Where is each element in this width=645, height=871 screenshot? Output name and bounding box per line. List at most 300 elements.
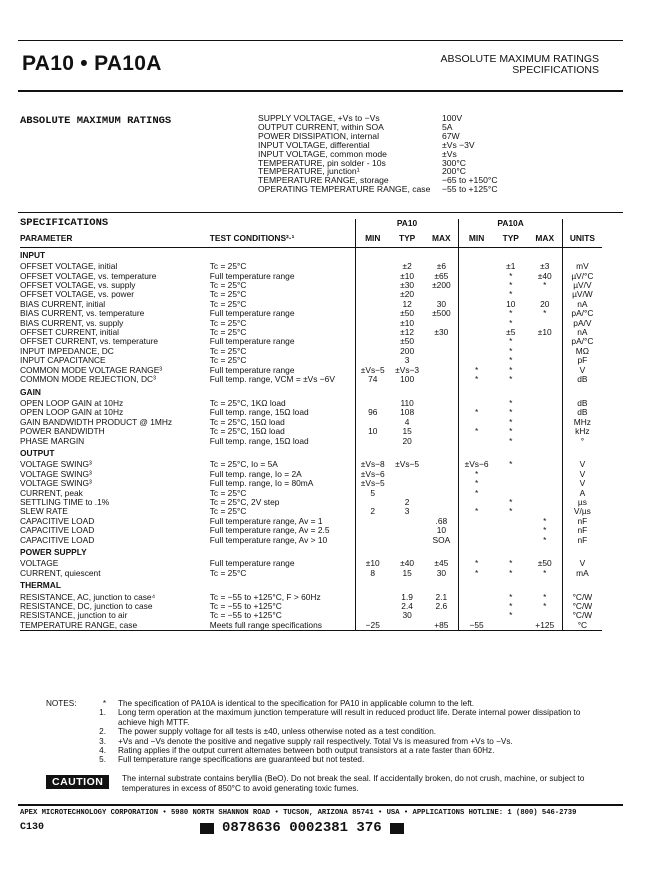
table-cell: Full temp. range, 15Ω load [209,435,309,446]
spec-table [20,219,602,631]
table-cell: 2.4 [401,601,413,612]
table-cell [528,347,563,356]
table-cell: BIAS CURRENT, initial [20,298,106,309]
notes-label: NOTES: [46,699,77,708]
table-cell: Full temperature range [209,364,295,375]
table-cell: 8 [355,569,390,578]
section-title: POWER SUPPLY [20,547,87,557]
table-cell: BIAS CURRENT, vs. supply [20,317,124,328]
table-cell: 108 [400,407,415,418]
table-cell: ±50 [528,559,563,568]
table-cell: .68 [424,517,459,526]
table-cell: CAPACITIVE LOAD [20,515,95,526]
table-row [20,347,602,356]
notes-label [46,737,88,746]
table-cell: BIAS CURRENT, vs. temperature [20,308,145,319]
abs-max-value: ±Vs −3V [442,139,475,150]
note-text: Long term operation at the maximum junction temperature will result in reduced product life. Derate internal power dissipation to achieve high MTTF. [118,708,581,727]
top-rule [18,40,623,41]
header-right-line1: ABSOLUTE MAXIMUM RATINGS [440,53,599,65]
table-cell: * [474,478,479,489]
table-cell: 74 [355,375,390,384]
table-cell: V [579,364,586,375]
table-cell: CURRENT, peak [20,487,83,498]
table-cell: Full temperature range, Av = 1 [209,515,323,526]
table-cell: °C/W [572,610,593,621]
table-cell: ±5 [506,327,516,338]
column-header: PARAMETER [20,234,210,247]
caution-text: The internal substrate contains beryllia (BeO). Do not break the seal. If accidentally broken, do not crush, machine, or subject to temperatures in excess of 850°C to avoid generating toxic fumes. [122,774,585,793]
table-cell [355,272,390,281]
table-cell: OFFSET CURRENT, vs. temperature [20,336,159,347]
table-cell [494,479,528,488]
section-cell [562,578,602,592]
abs-max-param: TEMPERATURE, pin solder - 10s [258,157,386,168]
table-cell: COMMON MODE REJECTION, DC³ [20,374,156,385]
table-cell [459,319,494,328]
table-cell: 10 [424,526,459,535]
table-cell [424,418,459,427]
table-cell: * [474,567,479,578]
section-row [20,545,602,559]
abs-max-param: POWER DISSIPATION, internal [258,130,379,141]
spec-heading: SPECIFICATIONS [20,217,109,229]
section-title: OUTPUT [20,447,55,458]
table-cell: Full temp. range, Io = 2A [209,468,302,479]
table-cell: Full temperature range, Av > 10 [209,534,328,545]
table-cell: 2.1 [424,593,459,602]
table-cell [459,337,494,346]
table-cell [528,498,563,507]
table-cell: * [509,336,513,347]
table-cell: Tc = −55 to +125°C [209,610,282,621]
table-cell: ±20 [400,289,415,300]
table-cell: ±200 [424,281,459,290]
table-cell [355,337,390,346]
table-cell [390,517,424,526]
table-cell: ±Vs−8 [355,460,390,469]
table-cell: CAPACITIVE LOAD [20,534,95,545]
table-cell: SOA [424,536,459,545]
table-cell: * [509,459,513,470]
table-cell: * [509,601,513,612]
table-cell: µV/V [573,280,592,291]
table-cell: * [509,416,513,427]
table-cell [459,272,494,281]
table-cell: ±10 [355,559,390,568]
table-cell: * [509,280,513,291]
table-cell: 2 [404,496,410,507]
table-cell: pA/°C [571,336,594,347]
table-cell: 3 [404,355,410,366]
table-cell: Tc = 25°C, 1KΩ load [209,397,286,408]
abs-max-list [258,114,498,194]
table-cell [424,460,459,469]
column-header: MAX [424,234,459,247]
table-cell [459,300,494,309]
table-cell [424,470,459,479]
section-cell [355,446,390,460]
note-text: Rating applies if the output current alternates between both output transistors at a rate faster than 60Hz. [118,746,495,756]
note-text: +Vs and −Vs denote the positive and negative supply rail respectively. Total Vs is measured from +Vs to −Vs. [118,736,513,746]
table-cell: ±45 [424,559,459,568]
table-cell: mV [576,261,589,272]
table-cell: Tc = 25°C, 2V step [209,496,280,507]
table-cell: 4 [404,416,410,427]
table-cell: nF [577,525,588,536]
table-cell: Tc = 25°C [209,345,247,356]
table-cell: * [474,506,479,517]
table-cell [494,470,528,479]
table-cell [355,526,390,535]
table-cell: nF [577,515,588,526]
header-right-line2: SPECIFICATIONS [512,64,599,76]
table-cell: ±3 [528,262,563,271]
section-title: THERMAL [20,580,61,591]
table-cell [355,319,390,328]
section-cell [528,446,563,460]
table-cell [528,399,563,408]
section-cell [528,247,563,262]
table-row [20,536,602,545]
abs-max-param: OUTPUT CURRENT, within SOA [258,121,384,132]
table-cell [355,328,390,337]
table-cell: ±40 [528,272,563,281]
table-cell: * [509,308,513,319]
table-cell: * [509,610,513,621]
table-row [20,621,602,631]
table-cell [528,408,563,417]
table-cell: ±10 [400,317,415,328]
table-cell: −25 [355,621,390,631]
table-cell [424,347,459,356]
table-cell: ±30 [424,328,459,337]
table-cell [494,621,528,631]
table-cell: CAPACITIVE LOAD [20,525,95,536]
barcode-block-right [390,823,404,834]
table-cell [459,347,494,356]
table-cell: * [509,567,513,578]
table-cell: ±Vs−6 [355,470,390,479]
table-cell: OPEN LOOP GAIN at 10Hz [20,407,124,418]
table-cell: Tc = 25°C [209,327,247,338]
table-cell: dB [577,407,588,418]
notes [46,699,606,765]
section-cell [390,446,424,460]
column-header: TYP [390,234,424,247]
table-cell [390,470,424,479]
table-cell: VOLTAGE [20,558,59,569]
table-cell: * [474,374,479,385]
section-cell [390,247,424,262]
column-header: MIN [459,234,494,247]
section-cell [355,578,390,592]
table-cell: Tc = 25°C [209,261,247,272]
table-cell [459,437,494,446]
table-cell [528,375,563,384]
table-cell: * [474,407,479,418]
table-cell [390,526,424,535]
table-cell [494,536,528,545]
table-cell [494,526,528,535]
table-cell: MΩ [575,345,590,356]
note-row [46,727,606,736]
table-row [20,437,602,446]
table-cell: ±Vs−5 [355,479,390,488]
table-cell [528,418,563,427]
table-cell [355,347,390,356]
table-cell [459,536,494,545]
table-cell [459,593,494,602]
table-cell [424,399,459,408]
section-cell [424,247,459,262]
table-cell: Tc = 25°C [209,355,247,366]
column-header: UNITS [562,234,602,247]
table-cell: pA/V [573,317,592,328]
abs-max-heading: ABSOLUTE MAXIMUM RATINGS [20,115,172,127]
table-cell: 15 [402,426,412,437]
footer-company: APEX MICROTECHNOLOGY CORPORATION • 5980 NORTH SHANNON ROAD • TUCSON, ARIZONA 85741 • USA • APPLICATIONS HOTLINE: 1 (800) 546-2739 [20,809,577,817]
table-cell: mA [576,567,589,578]
table-cell: Tc = −55 to +125°C, F > 60Hz [209,591,321,602]
table-cell: 30 [424,300,459,309]
table-cell: ±65 [424,272,459,281]
table-cell: * [509,317,513,328]
abs-max-value: ±Vs [442,148,457,159]
note-mark: 2. [99,727,106,737]
table-cell: Tc = 25°C, Io = 5A [209,459,278,470]
table-cell: nA [577,298,588,309]
table-cell: * [474,487,479,498]
table-cell [355,602,390,611]
section-cell [459,446,494,460]
table-cell: 20 [528,300,563,309]
table-cell: RESISTANCE, DC, junction to case [20,601,153,612]
table-cell: * [509,289,513,300]
table-cell: V [579,558,586,569]
table-cell: * [509,407,513,418]
table-cell: ±30 [400,280,415,291]
table-cell: Tc = 25°C [209,317,247,328]
table-cell: POWER BANDWIDTH [20,426,105,437]
table-cell: 10 [506,298,516,309]
abs-max-value: 200°C [442,166,466,177]
table-cell [459,328,494,337]
table-cell: °C/W [572,601,593,612]
table-cell: * [509,374,513,385]
table-cell: VOLTAGE SWING³ [20,478,92,489]
table-cell: ±10 [528,328,563,337]
table-cell: Full temp. range, 15Ω load [209,407,309,418]
table-cell: ±Vs−3 [395,364,420,375]
table-cell [355,300,390,309]
table-cell [424,437,459,446]
table-cell: * [509,558,513,569]
notes-label [46,746,88,755]
section-cell [390,578,424,592]
table-cell: CURRENT, quiescent [20,567,101,578]
table-cell: ° [580,435,585,446]
notes-label [46,727,88,736]
table-cell: Full temperature range [209,558,295,569]
table-cell: +125 [528,621,563,631]
table-cell: µs [577,496,587,507]
section-cell [424,578,459,592]
note-mark: 3. [99,736,106,746]
column-header-row [20,234,602,247]
table-cell: Tc = 25°C, 15Ω load [209,426,285,437]
table-cell: OFFSET VOLTAGE, initial [20,261,118,272]
table-cell: ±Vs−5 [355,366,390,375]
section-cell [459,545,494,559]
table-cell: Tc = 25°C [209,487,247,498]
table-cell: Tc = 25°C [209,567,247,578]
table-cell: * [474,426,479,437]
section-cell [424,545,459,559]
table-cell: °C/W [572,591,593,602]
section-cell [562,446,602,460]
section-row [20,247,602,262]
section-cell [528,545,563,559]
caution-badge: CAUTION [46,775,109,789]
section-cell [562,247,602,262]
table-cell [390,536,424,545]
section-cell [459,578,494,592]
barcode [200,820,404,836]
table-cell [424,498,459,507]
table-cell [459,262,494,271]
table-cell: INPUT IMPEDANCE, DC [20,345,114,356]
section-cell [355,247,390,262]
section-cell [494,385,528,399]
notes-label [46,708,88,727]
table-cell: * [528,569,563,578]
table-cell [424,489,459,498]
section-cell [494,247,528,262]
table-cell: * [528,602,563,611]
table-cell: 5 [355,489,390,498]
barcode-text: 0878636 0002381 376 [222,820,382,836]
spec-top-rule [18,212,623,213]
table-cell: 110 [400,397,414,408]
table-cell [528,356,563,365]
table-cell [355,262,390,271]
table-cell: GAIN BANDWIDTH PRODUCT @ 1MHz [20,416,173,427]
table-cell: nF [577,534,588,545]
table-cell [355,517,390,526]
table-cell: * [509,426,513,437]
section-cell [494,545,528,559]
table-cell: V [579,468,586,479]
note-text: The specification of PA10A is identical to the specification for PA10 in applicable column to the left. [118,699,475,708]
table-cell: pA/°C [571,308,594,319]
table-cell: Tc = 25°C [209,280,247,291]
table-cell [528,489,563,498]
table-cell: * [528,536,563,545]
table-cell: RESISTANCE, AC, junction to case⁴ [20,591,156,602]
table-cell: nA [577,327,588,338]
table-cell: TEMPERATURE RANGE, case [20,621,210,631]
table-cell: 1.9 [401,591,413,602]
barcode-block-left [200,823,214,834]
table-cell: Tc = 25°C [209,289,247,300]
header-right [441,54,600,76]
spec-heading-spacer [562,219,602,234]
section-cell [562,545,602,559]
table-cell: 2.6 [424,602,459,611]
note-row [46,699,606,708]
section-cell [390,385,424,399]
table-cell: dB [577,397,588,408]
table-cell: * [474,468,479,479]
table-cell: OFFSET VOLTAGE, vs. temperature [20,270,157,281]
footer-rule [18,804,623,806]
table-cell: * [509,506,513,517]
table-cell: 96 [355,408,390,417]
table-cell: °C [562,621,602,631]
note-row [46,746,606,755]
table-cell: ±Vs−5 [395,459,420,470]
table-cell [528,437,563,446]
table-row [20,498,602,507]
table-cell: Tc = 25°C [209,506,247,517]
table-cell: Full temperature range [209,308,295,319]
notes-label [46,755,88,764]
abs-max-value: 67W [442,130,460,141]
table-cell: Tc = −55 to +125°C [209,601,282,612]
section-cell [459,385,494,399]
note-mark: * [102,699,106,708]
table-cell: INPUT CAPACITANCE [20,355,106,366]
table-cell: V [579,478,586,489]
note-row [46,755,606,764]
abs-max-param: TEMPERATURE RANGE, storage [258,175,389,186]
table-cell: ±10 [400,270,415,281]
table-cell [528,337,563,346]
abs-max-value: 300°C [442,157,466,168]
table-cell [424,366,459,375]
abs-max-value: 5A [442,121,453,132]
table-cell: * [474,364,479,375]
section-cell [562,385,602,399]
page-code: C130 [20,822,45,833]
table-cell [355,437,390,446]
table-cell [424,479,459,488]
table-cell [459,309,494,318]
section-cell [355,545,390,559]
section-row [20,385,602,399]
table-cell [424,337,459,346]
table-cell: pF [577,355,588,366]
section-row [20,446,602,460]
table-cell [424,408,459,417]
page-title: PA10 • PA10A [22,52,162,75]
table-cell: * [528,517,563,526]
table-cell: A [579,487,586,498]
group-pa10: PA10 [355,219,459,234]
table-cell [528,427,563,436]
note-mark: 1. [99,708,106,718]
section-cell [424,446,459,460]
abs-max-param: TEMPERATURE, junction¹ [258,166,360,177]
table-cell: PHASE MARGIN [20,435,85,446]
table-cell: * [474,558,479,569]
table-cell: 12 [402,298,412,309]
table-cell: VOLTAGE SWING³ [20,468,92,479]
table-cell: Full temperature range [209,270,295,281]
abs-max-value: 100V [442,113,463,123]
note-text: The power supply voltage for all tests is ±40, unless otherwise noted as a test condition. [118,727,437,737]
